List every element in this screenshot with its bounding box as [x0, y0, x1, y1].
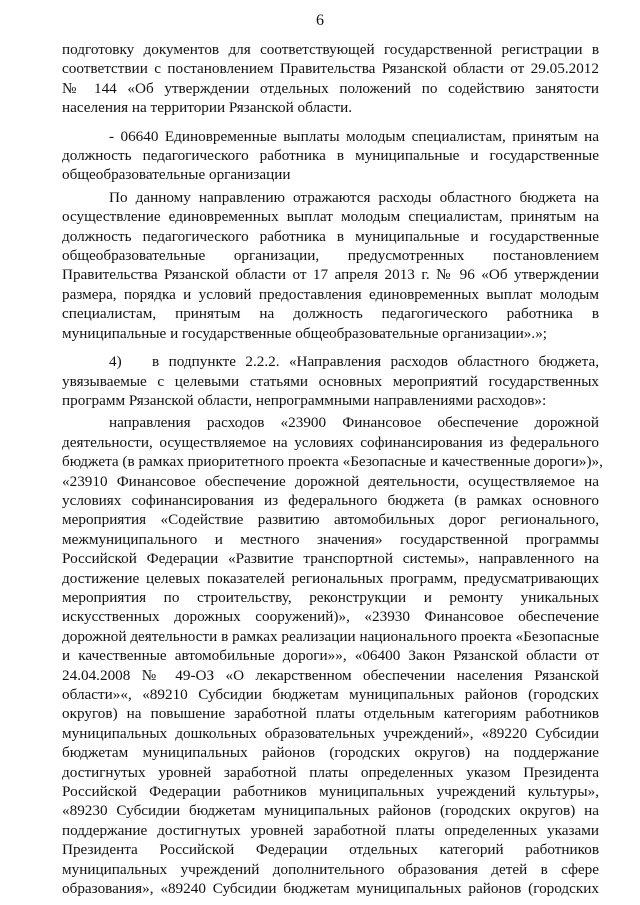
- text-line: условиях софинансирования из федерального бюджета (в рамках основного: [62, 491, 599, 509]
- text-line: соответствии с постановлением Правительства Рязанской области от 29.05.2012: [62, 60, 599, 78]
- text-line: мероприятия по строительству, реконструкции и ремонту уникальных: [62, 588, 599, 606]
- paragraph: [62, 352, 599, 410]
- text-line: округов) на повышение заработной платы отдельным категориям работников: [62, 705, 599, 723]
- text-line: достигнутых уровней заработной платы определенных указом Президента: [62, 763, 599, 781]
- text-line: искусственных дорожных сооружений)», «23930 Финансовое обеспечение: [62, 608, 599, 626]
- page-number: 6: [316, 12, 324, 29]
- text-line: Российской Федерации «Развитие транспортной системы», направленного на: [62, 550, 599, 568]
- text-line: поддержание достигнутых уровней заработной платы определенных указами: [62, 821, 599, 839]
- text-line: программ Рязанской области, непрограммными направлениями расходов»:: [62, 391, 547, 409]
- text-line: «89230 Субсидии бюджетам муниципальных районов (городских округов) на: [62, 802, 599, 820]
- text-line: должность педагогического работника в муниципальные и государственные: [62, 147, 599, 165]
- text-line: направления расходов «23900 Финансовое обеспечение дорожной: [109, 414, 599, 432]
- text-line: Правительства Рязанской области от 17 апреля 2013 г. № 96 «Об утверждении: [62, 266, 599, 284]
- paragraph: [62, 40, 599, 118]
- text-line: достижение целевых показателей региональных программ, предусматривающих: [62, 569, 599, 587]
- text-line: 4) в подпункте 2.2.2. «Направления расходов областного бюджета,: [109, 353, 599, 371]
- text-line: бюджетам муниципальных районов (городских округов) на поддержание: [62, 744, 599, 762]
- text-line: - 06640 Единовременные выплаты молодым специалистам, принятым на: [109, 127, 599, 145]
- text-line: Президента Российской Федерации отдельных категорий работников: [62, 841, 599, 859]
- text-line: муниципальных учреждений дополнительного образования детей в сфере: [62, 860, 599, 878]
- text-line: мероприятия «Содействие развитию автомобильных дорог регионального,: [62, 511, 599, 529]
- text-line: По данному направлению отражаются расходы областного бюджета на: [109, 188, 599, 206]
- text-line: межмуниципального и местного значения» государственной программы: [62, 530, 599, 548]
- text-line: населения на территории Рязанской области.: [62, 99, 353, 117]
- text-line: подготовку документов для соответствующей государственной регистрации в: [62, 41, 599, 58]
- text-line: Российской Федерации работников муниципальных учреждений культуры»,: [62, 783, 599, 801]
- text-line: № 144 «Об утверждении отдельных положений по содействию занятости: [62, 79, 599, 97]
- paragraph: [62, 188, 599, 343]
- text-line: «23910 Финансовое обеспечение дорожной деятельности, осуществляемое на: [62, 472, 599, 490]
- text-line: дорожной деятельности в рамках реализации национального проекта «Безопасные: [62, 627, 599, 645]
- text-line: специалистам, принятым на должность педагогического работника в: [62, 305, 599, 323]
- document-body: [62, 40, 603, 898]
- text-line: деятельности, осуществляемое на условиях софинансирования из федерального: [62, 433, 599, 451]
- paragraph: [62, 413, 603, 898]
- text-line: 24.04.2008 № 49-ОЗ «О лекарственном обеспечении населения Рязанской: [62, 666, 599, 684]
- text-line: и качественные автомобильные дороги»», «06400 Закон Рязанской области от: [62, 647, 599, 665]
- text-line: осуществление единовременных выплат молодым специалистам, принятым на: [62, 208, 599, 226]
- text-line: общеобразовательные организации: [62, 166, 291, 184]
- text-line: общеобразовательные организации, предусмотренных постановлением: [62, 247, 599, 265]
- text-line: муниципальные и государственные общеобразовательные организации».»;: [62, 324, 548, 342]
- text-line: бюджета (в рамках приоритетного проекта «Безопасные и качественные дороги»)»,: [62, 453, 603, 471]
- text-line: размера, порядка и условий предоставления единовременных выплат молодым: [62, 285, 599, 303]
- text-line: муниципальных дошкольных образовательных учреждений», «89220 Субсидии: [62, 724, 599, 742]
- paragraph: [62, 127, 599, 185]
- text-line: должность педагогического работника в муниципальные и государственные: [62, 227, 599, 245]
- text-line: увязываемые с целевыми статьями основных мероприятий государственных: [62, 372, 599, 390]
- text-line: области»«, «89210 Субсидии бюджетам муниципальных районов (городских: [62, 686, 599, 703]
- text-line: образования», «89240 Субсидии бюджетам муниципальных районов (городских: [62, 880, 599, 898]
